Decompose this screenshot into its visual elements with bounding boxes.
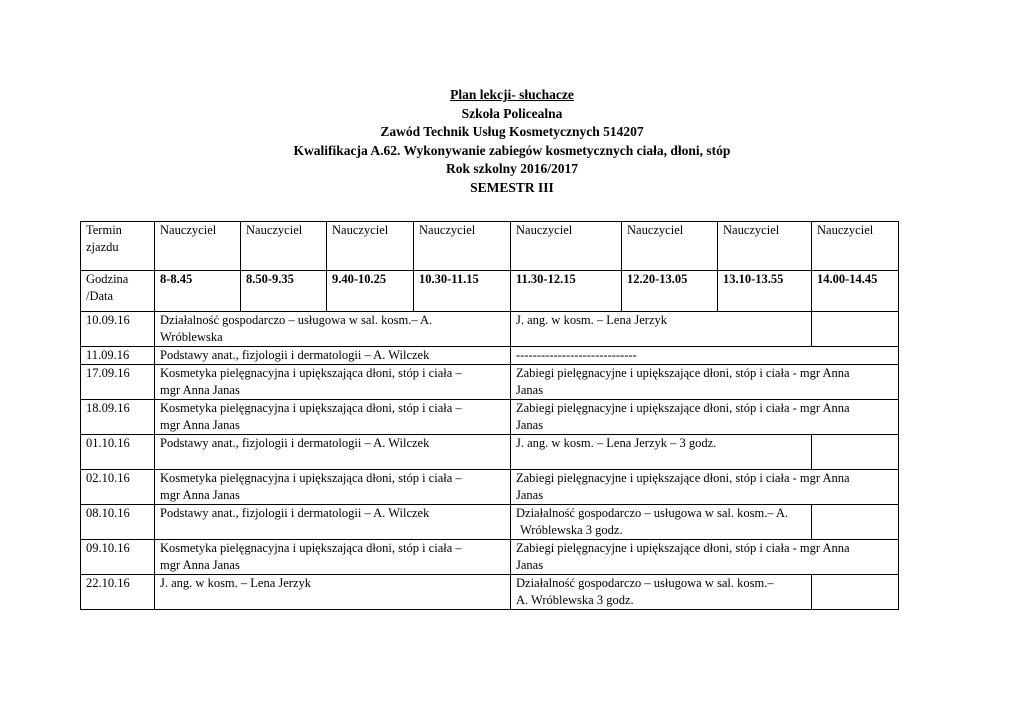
- lesson-cell: [155, 347, 511, 365]
- table-row: [81, 540, 899, 575]
- header-hour-line-1: Godzina: [86, 272, 129, 286]
- table-row: [81, 470, 899, 505]
- header-cell-hour: 10.30-11.15: [414, 271, 511, 312]
- header-cell-teacher: Nauczyciel: [812, 222, 899, 271]
- school-year: Rok szkolny 2016/2017: [445, 161, 579, 177]
- lesson-line: Podstawy anat., fizjologii i dermatologii – A. Wilczek: [160, 506, 430, 520]
- header-term-line-1: Termin: [86, 223, 122, 237]
- document-header: [0, 86, 1024, 198]
- date-cell: 08.10.16: [81, 505, 155, 540]
- lesson-line: A. Wróblewska 3 godz.: [516, 593, 634, 607]
- header-cell-hour: 14.00-14.45: [812, 271, 899, 312]
- header-cell-teacher: Nauczyciel: [155, 222, 241, 271]
- lesson-line: mgr Anna Janas: [160, 418, 240, 432]
- document-title: Plan lekcji- słuchacze: [450, 87, 574, 102]
- date-cell: 02.10.16: [81, 470, 155, 505]
- lesson-cell: [511, 575, 812, 610]
- qualification-line: Kwalifikacja A.62. Wykonywanie zabiegów kosmetycznych ciała, dłoni, stóp: [293, 142, 731, 158]
- lesson-line: Kosmetyka pielęgnacyjna i upiększająca dłoni, stóp i ciała –: [160, 401, 462, 415]
- table-row: [81, 365, 899, 400]
- lesson-cell: [155, 400, 511, 435]
- lesson-line: Janas: [516, 383, 544, 397]
- lesson-cell: [155, 575, 511, 610]
- header-cell-hour: 9.40-10.25: [327, 271, 414, 312]
- empty-cell: [812, 505, 899, 540]
- lesson-cell: [511, 540, 899, 575]
- lesson-line: Kosmetyka pielęgnacyjna i upiększająca dłoni, stóp i ciała –: [160, 541, 462, 555]
- empty-cell: [812, 575, 899, 610]
- header-cell-teacher: Nauczyciel: [511, 222, 622, 271]
- lesson-line: Kosmetyka pielęgnacyjna i upiększająca dłoni, stóp i ciała –: [160, 366, 462, 380]
- school-name: Szkoła Policealna: [461, 105, 563, 121]
- lesson-line: Działalność gospodarczo – usługowa w sal. kosm.–: [516, 576, 774, 590]
- date-cell: 22.10.16: [81, 575, 155, 610]
- table-row: [81, 435, 899, 470]
- profession-line: Zawód Technik Usług Kosmetycznych 514207: [380, 124, 644, 140]
- header-cell-teacher: Nauczyciel: [622, 222, 718, 271]
- empty-cell: [812, 312, 899, 347]
- lesson-line: Zabiegi pielęgnacyjne i upiększające dłoni, stóp i ciała - mgr Anna: [516, 471, 850, 485]
- empty-cell: [812, 435, 899, 470]
- header-cell-hour: 8.50-9.35: [241, 271, 327, 312]
- lesson-line: Kosmetyka pielęgnacyjna i upiększająca dłoni, stóp i ciała –: [160, 471, 462, 485]
- lesson-cell: [155, 312, 511, 347]
- header-cell-teacher: Nauczyciel: [414, 222, 511, 271]
- lesson-cell: [511, 365, 899, 400]
- lesson-line: Podstawy anat., fizjologii i dermatologii – A. Wilczek: [160, 348, 430, 362]
- header-cell-teacher: Nauczyciel: [241, 222, 327, 271]
- header-cell-hour: 13.10-13.55: [718, 271, 812, 312]
- lesson-line: Wróblewska 3 godz.: [520, 523, 623, 537]
- lesson-cell: [155, 365, 511, 400]
- header-hour-line-2: /Data: [86, 289, 114, 303]
- schedule-table: [80, 221, 899, 610]
- table-row: [81, 575, 899, 610]
- lesson-cell: [155, 435, 511, 470]
- lesson-line: Zabiegi pielęgnacyjne i upiększające dłoni, stóp i ciała - mgr Anna: [516, 541, 850, 555]
- header-row-hours: [81, 271, 899, 312]
- lesson-line: J. ang. w kosm. – Lena Jerzyk: [160, 576, 312, 590]
- date-cell: 01.10.16: [81, 435, 155, 470]
- semester-label: SEMESTR III: [470, 179, 554, 195]
- lesson-line: Działalność gospodarczo – usługowa w sal. kosm.– A.: [516, 506, 789, 520]
- lesson-line: Zabiegi pielęgnacyjne i upiększające dłoni, stóp i ciała - mgr Anna: [516, 401, 850, 415]
- date-cell: 11.09.16: [81, 347, 155, 365]
- header-term-line-2: zjazdu: [86, 240, 119, 254]
- header-cell-teacher: Nauczyciel: [327, 222, 414, 271]
- lesson-cell: [511, 505, 812, 540]
- table-row: [81, 505, 899, 540]
- lesson-line: Działalność gospodarczo – usługowa w sal. kosm.– A.: [160, 313, 433, 327]
- header-cell-hour: 8-8.45: [155, 271, 241, 312]
- header-cell-teacher: Nauczyciel: [718, 222, 812, 271]
- lesson-line: J. ang. w kosm. – Lena Jerzyk – 3 godz.: [516, 436, 717, 450]
- lesson-cell: [155, 540, 511, 575]
- lesson-line: Wróblewska: [160, 330, 223, 344]
- lesson-line: -----------------------------: [516, 348, 637, 362]
- lesson-cell: [155, 470, 511, 505]
- lesson-cell: [511, 312, 812, 347]
- table-row: [81, 347, 899, 365]
- lesson-line: Janas: [516, 558, 544, 572]
- lesson-cell: [511, 347, 899, 365]
- header-cell-term: [81, 222, 155, 271]
- date-cell: 17.09.16: [81, 365, 155, 400]
- lesson-cell: [511, 435, 812, 470]
- lesson-line: mgr Anna Janas: [160, 488, 240, 502]
- date-cell: 10.09.16: [81, 312, 155, 347]
- date-cell: 18.09.16: [81, 400, 155, 435]
- header-cell-hour-date: [81, 271, 155, 312]
- table-row: [81, 400, 899, 435]
- lesson-cell: [511, 400, 899, 435]
- lesson-cell: [155, 505, 511, 540]
- lesson-cell: [511, 470, 899, 505]
- table-row: [81, 312, 899, 347]
- lesson-line: mgr Anna Janas: [160, 558, 240, 572]
- date-cell: 09.10.16: [81, 540, 155, 575]
- header-cell-hour: 12.20-13.05: [622, 271, 718, 312]
- header-row-teachers: [81, 222, 899, 271]
- header-cell-hour: 11.30-12.15: [511, 271, 622, 312]
- lesson-line: Zabiegi pielęgnacyjne i upiększające dłoni, stóp i ciała - mgr Anna: [516, 366, 850, 380]
- lesson-line: Podstawy anat., fizjologii i dermatologii – A. Wilczek: [160, 436, 430, 450]
- lesson-line: J. ang. w kosm. – Lena Jerzyk: [516, 313, 668, 327]
- lesson-line: mgr Anna Janas: [160, 383, 240, 397]
- lesson-line: Janas: [516, 418, 544, 432]
- lesson-line: Janas: [516, 488, 544, 502]
